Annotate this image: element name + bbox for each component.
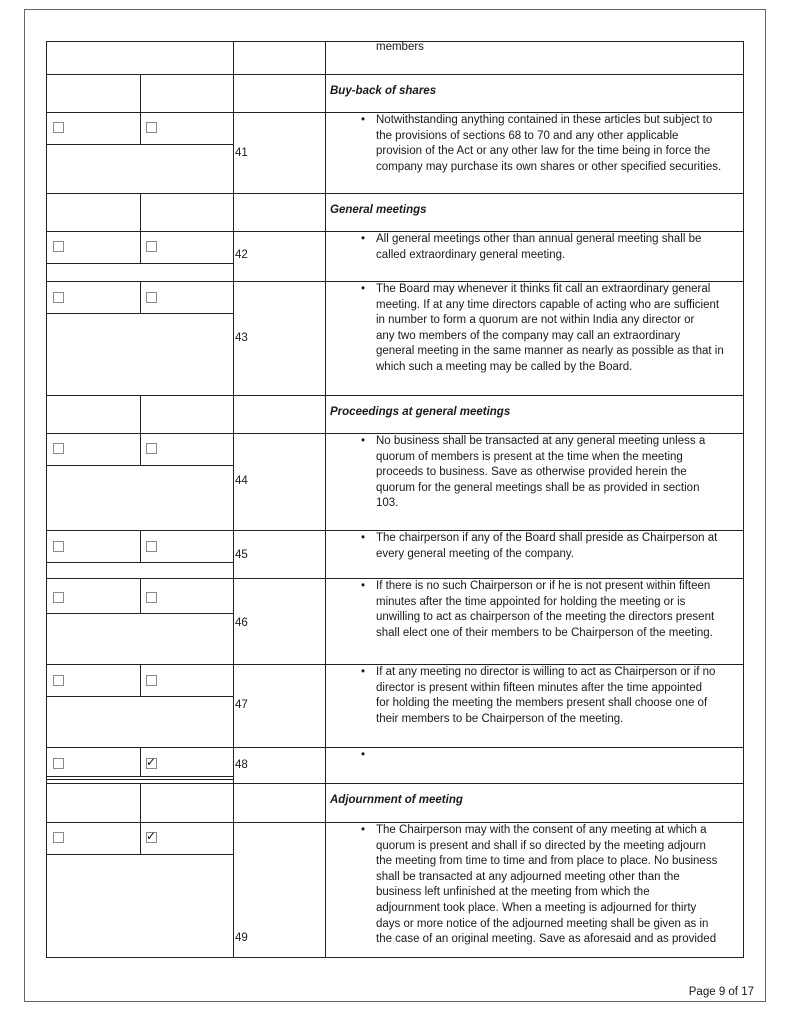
cell-divider [47, 613, 233, 614]
cell-divider [140, 231, 141, 263]
checkbox-44-a[interactable] [53, 443, 64, 454]
text-line: unwilling to act as chairperson of the meeting the directors present [376, 611, 715, 624]
checkbox-42-a[interactable] [53, 241, 64, 252]
text-line: quorum is present and shall if so directed by the meeting adjourn [376, 839, 706, 852]
cell-divider [47, 465, 233, 466]
text-line: their members to be Chairperson of the meeting. [376, 712, 624, 725]
text-line: meeting. If at any time directors capable of acting who are sufficient [376, 298, 720, 311]
checkbox-47-a[interactable] [53, 675, 64, 686]
col-divider [325, 42, 326, 957]
text-line: If there is no such Chairperson or if he is not present within fifteen [376, 580, 711, 592]
text-line: which such a meeting may be called by the Board. [376, 360, 633, 373]
cell-divider [140, 193, 141, 231]
cell-divider [47, 696, 233, 697]
text-line: director is present within fifteen minutes after the time appointed [376, 681, 703, 694]
text-line: the case of an original meeting. Save as aforesaid and as provided [376, 933, 717, 946]
checkbox-45-a[interactable] [53, 541, 64, 552]
cell-divider [47, 144, 233, 145]
cell-divider [47, 854, 233, 855]
cell-divider [140, 530, 141, 562]
text-line: business left unfinished at the meeting from which the [376, 886, 650, 899]
text-line: The chairperson if any of the Board shall preside as Chairperson at [376, 532, 718, 544]
text-line: for holding the meeting the members present shall choose one of [376, 697, 708, 710]
row-divider [47, 395, 743, 396]
section-heading-buyback: Buy-back of shares [330, 85, 437, 97]
cell-divider [140, 783, 141, 822]
checkbox-49-a[interactable] [53, 832, 64, 843]
checkbox-42-b[interactable] [146, 241, 157, 252]
article-number: 47 [235, 699, 248, 711]
text-line: minutes after the time appointed for holding the meeting or is [376, 595, 686, 608]
checkbox-48-b[interactable]: ✓ [146, 755, 157, 769]
row-divider [47, 783, 743, 784]
checkbox-41-a[interactable] [53, 122, 64, 133]
article-text-44 [376, 434, 744, 512]
text-line: any two members of the company may call an extraordinary [376, 329, 681, 342]
bullet: • [361, 824, 366, 836]
cell-divider [47, 263, 233, 264]
cell-divider [140, 433, 141, 465]
bullet: • [361, 666, 366, 678]
continuation-text: members [376, 41, 424, 53]
cell-divider [140, 822, 141, 854]
cell-divider [140, 747, 141, 776]
text-line: 103. [376, 497, 399, 510]
checkbox-43-b[interactable] [146, 292, 157, 303]
section-heading-adjournment: Adjournment of meeting [330, 794, 463, 806]
text-line: every general meeting of the company. [376, 547, 574, 560]
article-number: 48 [235, 759, 248, 771]
text-line: If at any meeting no director is willing to act as Chairperson or if no [376, 666, 716, 678]
article-text-42 [376, 232, 744, 263]
bullet: • [361, 114, 366, 126]
checkbox-46-b[interactable] [146, 592, 157, 603]
checkbox-47-b[interactable] [146, 675, 157, 686]
text-line: shall elect one of their members to be Chairperson of the meeting. [376, 626, 713, 639]
section-heading-general-meetings: General meetings [330, 204, 427, 216]
bullet: • [361, 580, 366, 592]
section-heading-proceedings: Proceedings at general meetings [330, 406, 511, 418]
text-line: adjournment took place. When a meeting is adjourned for thirty [376, 901, 697, 914]
cell-divider [47, 313, 233, 314]
cell-divider [140, 74, 141, 112]
row-divider [47, 193, 743, 194]
checkbox-49-b[interactable]: ✓ [146, 829, 157, 843]
text-line: days or more notice of the adjourned meeting shall be given as in [376, 917, 709, 930]
cell-divider [140, 664, 141, 696]
article-number: 46 [235, 617, 248, 629]
article-text-45 [376, 531, 744, 562]
article-number: 41 [235, 147, 248, 159]
row-divider [47, 747, 743, 748]
bullet: • [361, 435, 366, 447]
article-number: 44 [235, 475, 248, 487]
text-line: The Chairperson may with the consent of any meeting at which a [376, 824, 707, 836]
page-number: Page 9 of 17 [688, 986, 754, 998]
cell-divider [47, 779, 233, 780]
article-text-43 [376, 282, 744, 376]
checkbox-45-b[interactable] [146, 541, 157, 552]
bullet: • [361, 532, 366, 544]
text-line: called extraordinary general meeting. [376, 248, 566, 261]
text-line: the provisions of sections 68 to 70 and any other applicable [376, 129, 679, 142]
article-number: 45 [235, 549, 248, 561]
article-text-46 [376, 579, 744, 641]
articles-table [46, 41, 744, 958]
cell-divider [140, 112, 141, 144]
text-line: quorum for the general meetings shall be as provided in section [376, 481, 700, 494]
checkbox-48-a[interactable] [53, 758, 64, 769]
article-text-49 [376, 823, 744, 948]
cell-divider [47, 776, 233, 777]
cell-divider [47, 562, 233, 563]
text-line: company may purchase its own shares or other specified securities. [376, 160, 722, 173]
checkbox-43-a[interactable] [53, 292, 64, 303]
checkbox-41-b[interactable] [146, 122, 157, 133]
text-line: provision of the Act or any other law for the time being in force the [376, 145, 711, 158]
bullet: • [361, 233, 366, 245]
bullet: • [361, 749, 366, 761]
article-number: 43 [235, 332, 248, 344]
text-line: quorum of members is present at the time when the meeting [376, 450, 683, 463]
text-line: All general meetings other than annual general meeting shall be [376, 233, 702, 245]
text-line: Notwithstanding anything contained in these articles but subject to [376, 114, 713, 126]
text-line: proceeds to business. Save as otherwise provided herein the [376, 466, 687, 479]
cell-divider [140, 578, 141, 613]
article-number: 42 [235, 249, 248, 261]
text-line: The Board may whenever it thinks fit call an extraordinary general [376, 283, 711, 295]
checkbox-44-b[interactable] [146, 443, 157, 454]
text-line: shall be transacted at any adjourned meeting other than the [376, 870, 680, 883]
text-line: the meeting from time to time and from place to place. No business [376, 855, 718, 868]
article-number: 49 [235, 932, 248, 944]
col-divider [233, 42, 234, 957]
cell-divider [140, 395, 141, 433]
text-line: general meeting in the same manner as nearly as possible as that in [376, 345, 724, 358]
text-line: in number to form a quorum are not within India any director or [376, 314, 695, 327]
row-divider [47, 74, 743, 75]
article-text-47 [376, 665, 744, 727]
bullet: • [361, 283, 366, 295]
article-text-41 [376, 113, 744, 175]
text-line: No business shall be transacted at any general meeting unless a [376, 435, 706, 447]
checkbox-46-a[interactable] [53, 592, 64, 603]
cell-divider [140, 281, 141, 313]
